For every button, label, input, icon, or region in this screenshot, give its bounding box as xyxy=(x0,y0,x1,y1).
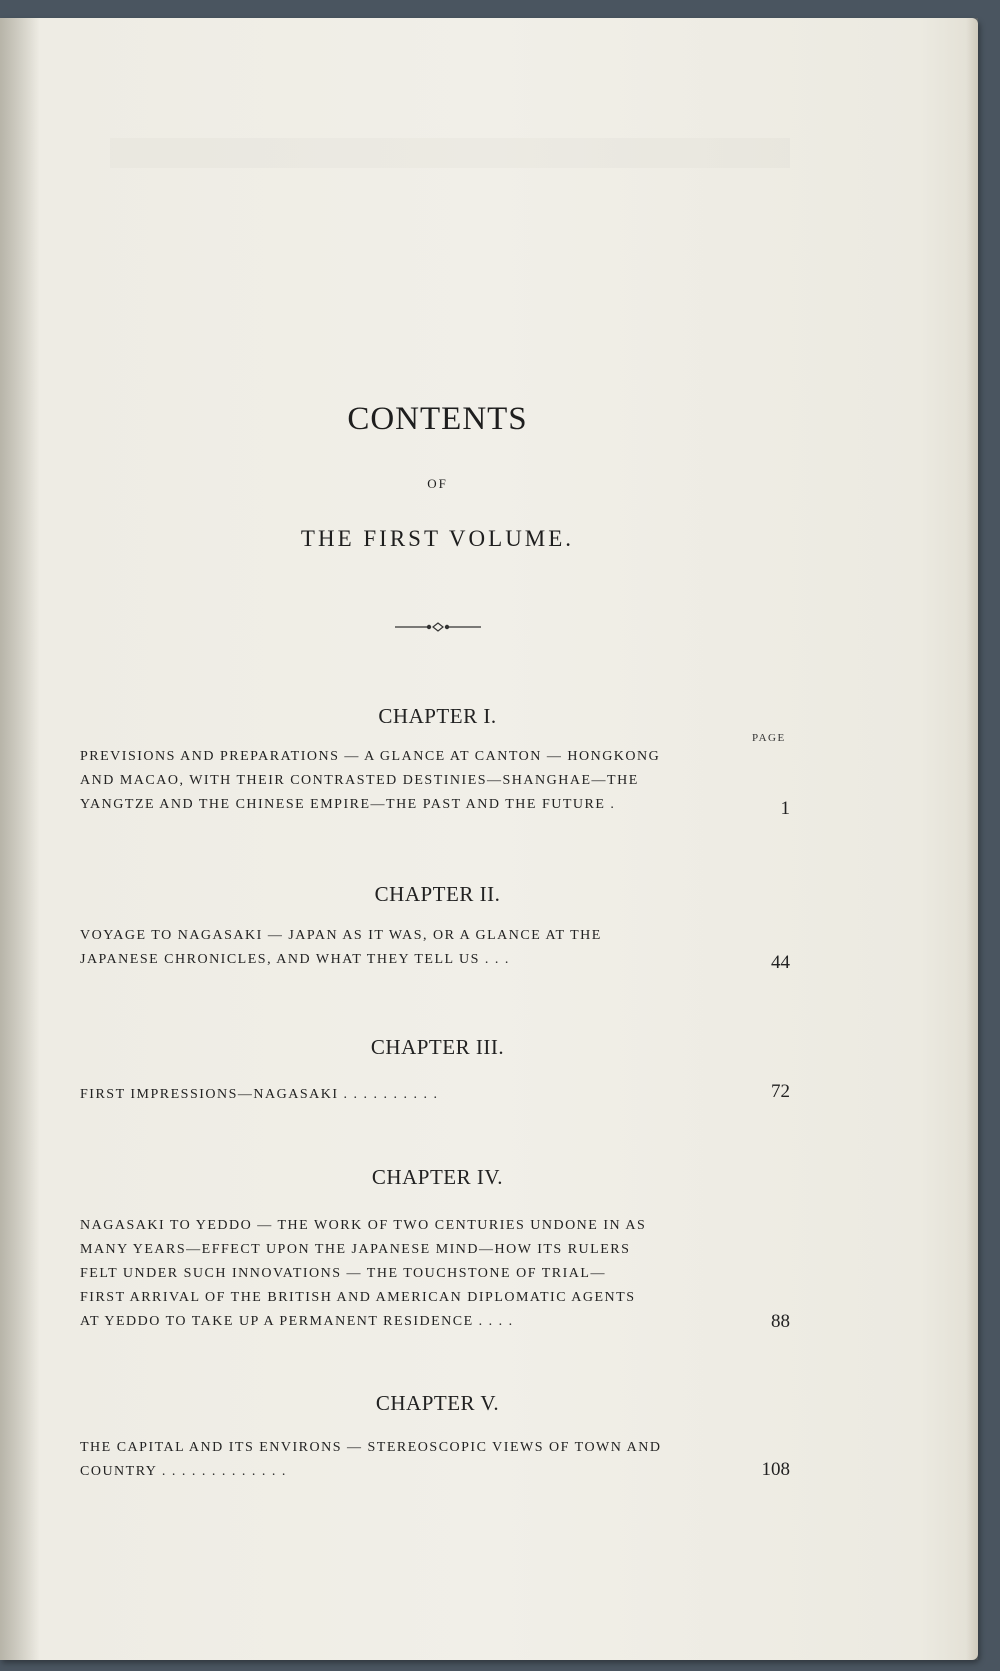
chapter-heading: CHAPTER II. xyxy=(374,882,501,906)
page-number: 72 xyxy=(771,1081,790,1102)
chapter-summary xyxy=(80,1083,768,1107)
page-subtitle: THE FIRST VOLUME. xyxy=(300,526,575,551)
chapter-heading: CHAPTER III. xyxy=(370,1035,505,1059)
page-number: 1 xyxy=(780,798,790,819)
summary-line: VOYAGE TO NAGASAKI — JAPAN AS IT WAS, OR A GLANCE AT THE xyxy=(80,928,602,943)
summary-line: AT YEDDO TO TAKE UP A PERMANENT RESIDENCE . . . . xyxy=(80,1314,514,1329)
chapter-heading: CHAPTER IV. xyxy=(371,1165,504,1189)
summary-line: PREVISIONS AND PREPARATIONS — A GLANCE AT CANTON — HONGKONG xyxy=(80,749,661,764)
summary-line: FIRST IMPRESSIONS—NAGASAKI . . . . . . . . . . xyxy=(80,1087,439,1102)
page-number: 88 xyxy=(771,1311,790,1332)
show-through-shadow xyxy=(110,138,790,168)
chapter-summary xyxy=(80,924,768,972)
chapter-summary xyxy=(80,1436,768,1484)
page-number: 44 xyxy=(771,952,790,973)
summary-line: MANY YEARS—EFFECT UPON THE JAPANESE MIND—HOW ITS RULERS xyxy=(80,1242,631,1257)
page-title: CONTENTS xyxy=(347,401,528,437)
chapter-heading: CHAPTER V. xyxy=(375,1391,500,1415)
page-number: 108 xyxy=(761,1459,790,1480)
summary-line: COUNTRY . . . . . . . . . . . . . xyxy=(80,1464,287,1479)
summary-line: JAPANESE CHRONICLES, AND WHAT THEY TELL US . . . xyxy=(80,952,510,967)
ornament-divider-icon xyxy=(393,620,483,634)
summary-line: FELT UNDER SUCH INNOVATIONS — THE TOUCHSTONE OF TRIAL— xyxy=(80,1266,606,1281)
paper-sheet xyxy=(0,18,978,1660)
page-title-of: OF xyxy=(427,476,448,491)
summary-line: FIRST ARRIVAL OF THE BRITISH AND AMERICAN DIPLOMATIC AGENTS xyxy=(80,1290,636,1305)
chapter-summary xyxy=(80,745,768,817)
summary-line: THE CAPITAL AND ITS ENVIRONS — STEREOSCOPIC VIEWS OF TOWN AND xyxy=(80,1440,662,1455)
chapter-summary xyxy=(80,1214,768,1334)
summary-line: YANGTZE AND THE CHINESE EMPIRE—THE PAST AND THE FUTURE . xyxy=(80,797,616,812)
page-column-label: PAGE xyxy=(752,732,786,744)
summary-line: AND MACAO, WITH THEIR CONTRASTED DESTINIES—SHANGHAE—THE xyxy=(80,773,639,788)
summary-line: NAGASAKI TO YEDDO — THE WORK OF TWO CENTURIES UNDONE IN AS xyxy=(80,1218,647,1233)
chapter-heading: CHAPTER I. xyxy=(378,704,497,728)
